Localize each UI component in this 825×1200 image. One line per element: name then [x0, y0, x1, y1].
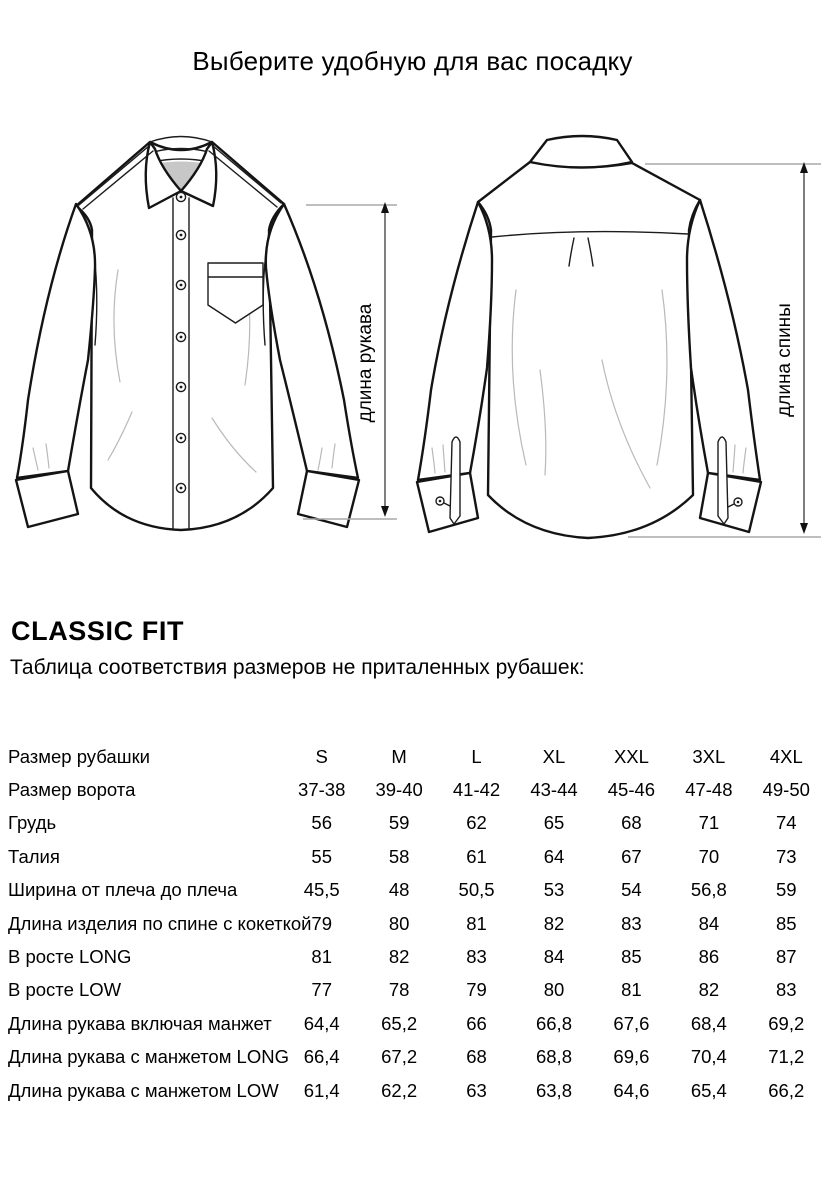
table-cell: 68 [621, 812, 642, 834]
table-row [8, 1041, 825, 1074]
table-cell: 61 [466, 845, 487, 867]
table-cell: 74 [775, 812, 797, 834]
row-label: В росте LONG [8, 946, 132, 968]
table-cell: 67 [621, 845, 642, 867]
table-cell: 50,5 [458, 879, 495, 901]
table-cell: 65 [543, 812, 565, 834]
table-cell: 85 [775, 912, 797, 934]
table-cell: 82 [543, 912, 565, 934]
table-cell: 81 [466, 912, 487, 934]
table-row [8, 740, 825, 773]
table-cell: 55 [311, 845, 332, 867]
table-row [8, 840, 825, 873]
table-cell: 45,5 [303, 879, 340, 901]
table-cell: 4XL [769, 745, 803, 767]
table-cell: 79 [466, 979, 487, 1001]
table-cell: 41-42 [452, 779, 501, 801]
table-cell: 68,4 [690, 1012, 727, 1034]
table-cell: 77 [311, 979, 332, 1001]
row-label: Размер ворота [8, 779, 136, 801]
table-cell: S [315, 745, 328, 767]
table-cell: 84 [543, 946, 565, 968]
row-label: Талия [8, 845, 60, 867]
shirt-diagrams [0, 120, 825, 590]
table-cell: 71 [698, 812, 720, 834]
table-cell: XL [542, 745, 566, 767]
table-cell: 83 [775, 979, 797, 1001]
table-cell: 54 [621, 879, 642, 901]
table-cell: 68 [466, 1046, 487, 1068]
table-cell: 87 [775, 946, 797, 968]
table-cell: 83 [466, 946, 487, 968]
table-cell: 62 [466, 812, 487, 834]
sleeve-length-label: длина рукава [355, 303, 377, 423]
table-cell: 81 [621, 979, 642, 1001]
row-label: Длина рукава с манжетом LONG [8, 1046, 289, 1068]
table-row [8, 807, 825, 840]
table-cell: 68,8 [535, 1046, 572, 1068]
table-cell: 56,8 [690, 879, 727, 901]
table-cell: 65,2 [381, 1012, 418, 1034]
back-length-label: длина спины [774, 303, 796, 417]
table-cell: 86 [698, 946, 720, 968]
table-cell: M [391, 745, 407, 767]
table-cell: 81 [311, 946, 332, 968]
table-cell: 58 [388, 845, 410, 867]
table-cell: 66 [466, 1012, 487, 1034]
row-label: Длина рукава с манжетом LOW [8, 1079, 279, 1101]
table-cell: 66,4 [303, 1046, 340, 1068]
table-row [8, 1007, 825, 1040]
table-cell: 63 [466, 1079, 487, 1101]
section-subtitle: Таблица соответствия размеров не приталенных рубашек: [10, 656, 585, 679]
row-label: Ширина от плеча до плеча [8, 879, 238, 901]
table-cell: XXL [613, 745, 649, 767]
table-row [8, 773, 825, 806]
table-cell: 62,2 [381, 1079, 418, 1101]
table-cell: 80 [543, 979, 565, 1001]
table-cell: 43-44 [530, 779, 578, 801]
row-label: Длина рукава включая манжет [8, 1012, 272, 1034]
row-label: Грудь [8, 812, 57, 834]
table-cell: 80 [388, 912, 410, 934]
table-cell: 45-46 [607, 779, 656, 801]
table-cell: 59 [388, 812, 410, 834]
table-cell: 61,4 [303, 1079, 340, 1101]
shirt-front-drawing [16, 137, 359, 531]
table-cell: 85 [621, 946, 642, 968]
table-cell: 37-38 [298, 779, 346, 801]
shirt-back-drawing [417, 136, 761, 538]
table-cell: 73 [775, 845, 797, 867]
table-cell: 71,2 [768, 1046, 805, 1068]
table-cell: 70,4 [690, 1046, 727, 1068]
table-row [8, 907, 825, 940]
table-cell: 83 [621, 912, 642, 934]
table-cell: 69,6 [613, 1046, 650, 1068]
table-row [8, 1074, 825, 1107]
table-cell: 82 [698, 979, 720, 1001]
row-label: В росте LOW [8, 979, 122, 1001]
table-cell: 56 [311, 812, 332, 834]
table-cell: 84 [698, 912, 720, 934]
table-cell: L [471, 745, 482, 767]
table-cell: 70 [698, 845, 720, 867]
table-cell: 78 [388, 979, 410, 1001]
table-cell: 47-48 [685, 779, 733, 801]
table-cell: 39-40 [375, 779, 423, 801]
row-label: Размер рубашки [8, 745, 150, 767]
table-row [8, 874, 825, 907]
table-cell: 59 [775, 879, 797, 901]
table-cell: 3XL [692, 745, 726, 767]
size-table [8, 740, 825, 1107]
table-cell: 79 [311, 912, 332, 934]
table-cell: 64,4 [303, 1012, 340, 1034]
table-cell: 64 [543, 845, 565, 867]
table-cell: 66,2 [768, 1079, 805, 1101]
table-cell: 66,8 [535, 1012, 572, 1034]
table-row [8, 940, 825, 973]
table-cell: 67,2 [381, 1046, 418, 1068]
table-cell: 53 [543, 879, 565, 901]
table-cell: 67,6 [613, 1012, 650, 1034]
table-cell: 63,8 [535, 1079, 572, 1101]
table-cell: 48 [388, 879, 410, 901]
row-label: Длина изделия по спине с кокеткой [8, 912, 312, 934]
table-cell: 64,6 [613, 1079, 650, 1101]
table-cell: 65,4 [690, 1079, 727, 1101]
table-cell: 82 [388, 946, 410, 968]
section-heading: CLASSIC FIT [11, 616, 185, 646]
table-cell: 49-50 [762, 779, 810, 801]
table-cell: 69,2 [768, 1012, 805, 1034]
page-title: Выберите удобную для вас посадку [192, 46, 633, 76]
table-row [8, 974, 825, 1007]
